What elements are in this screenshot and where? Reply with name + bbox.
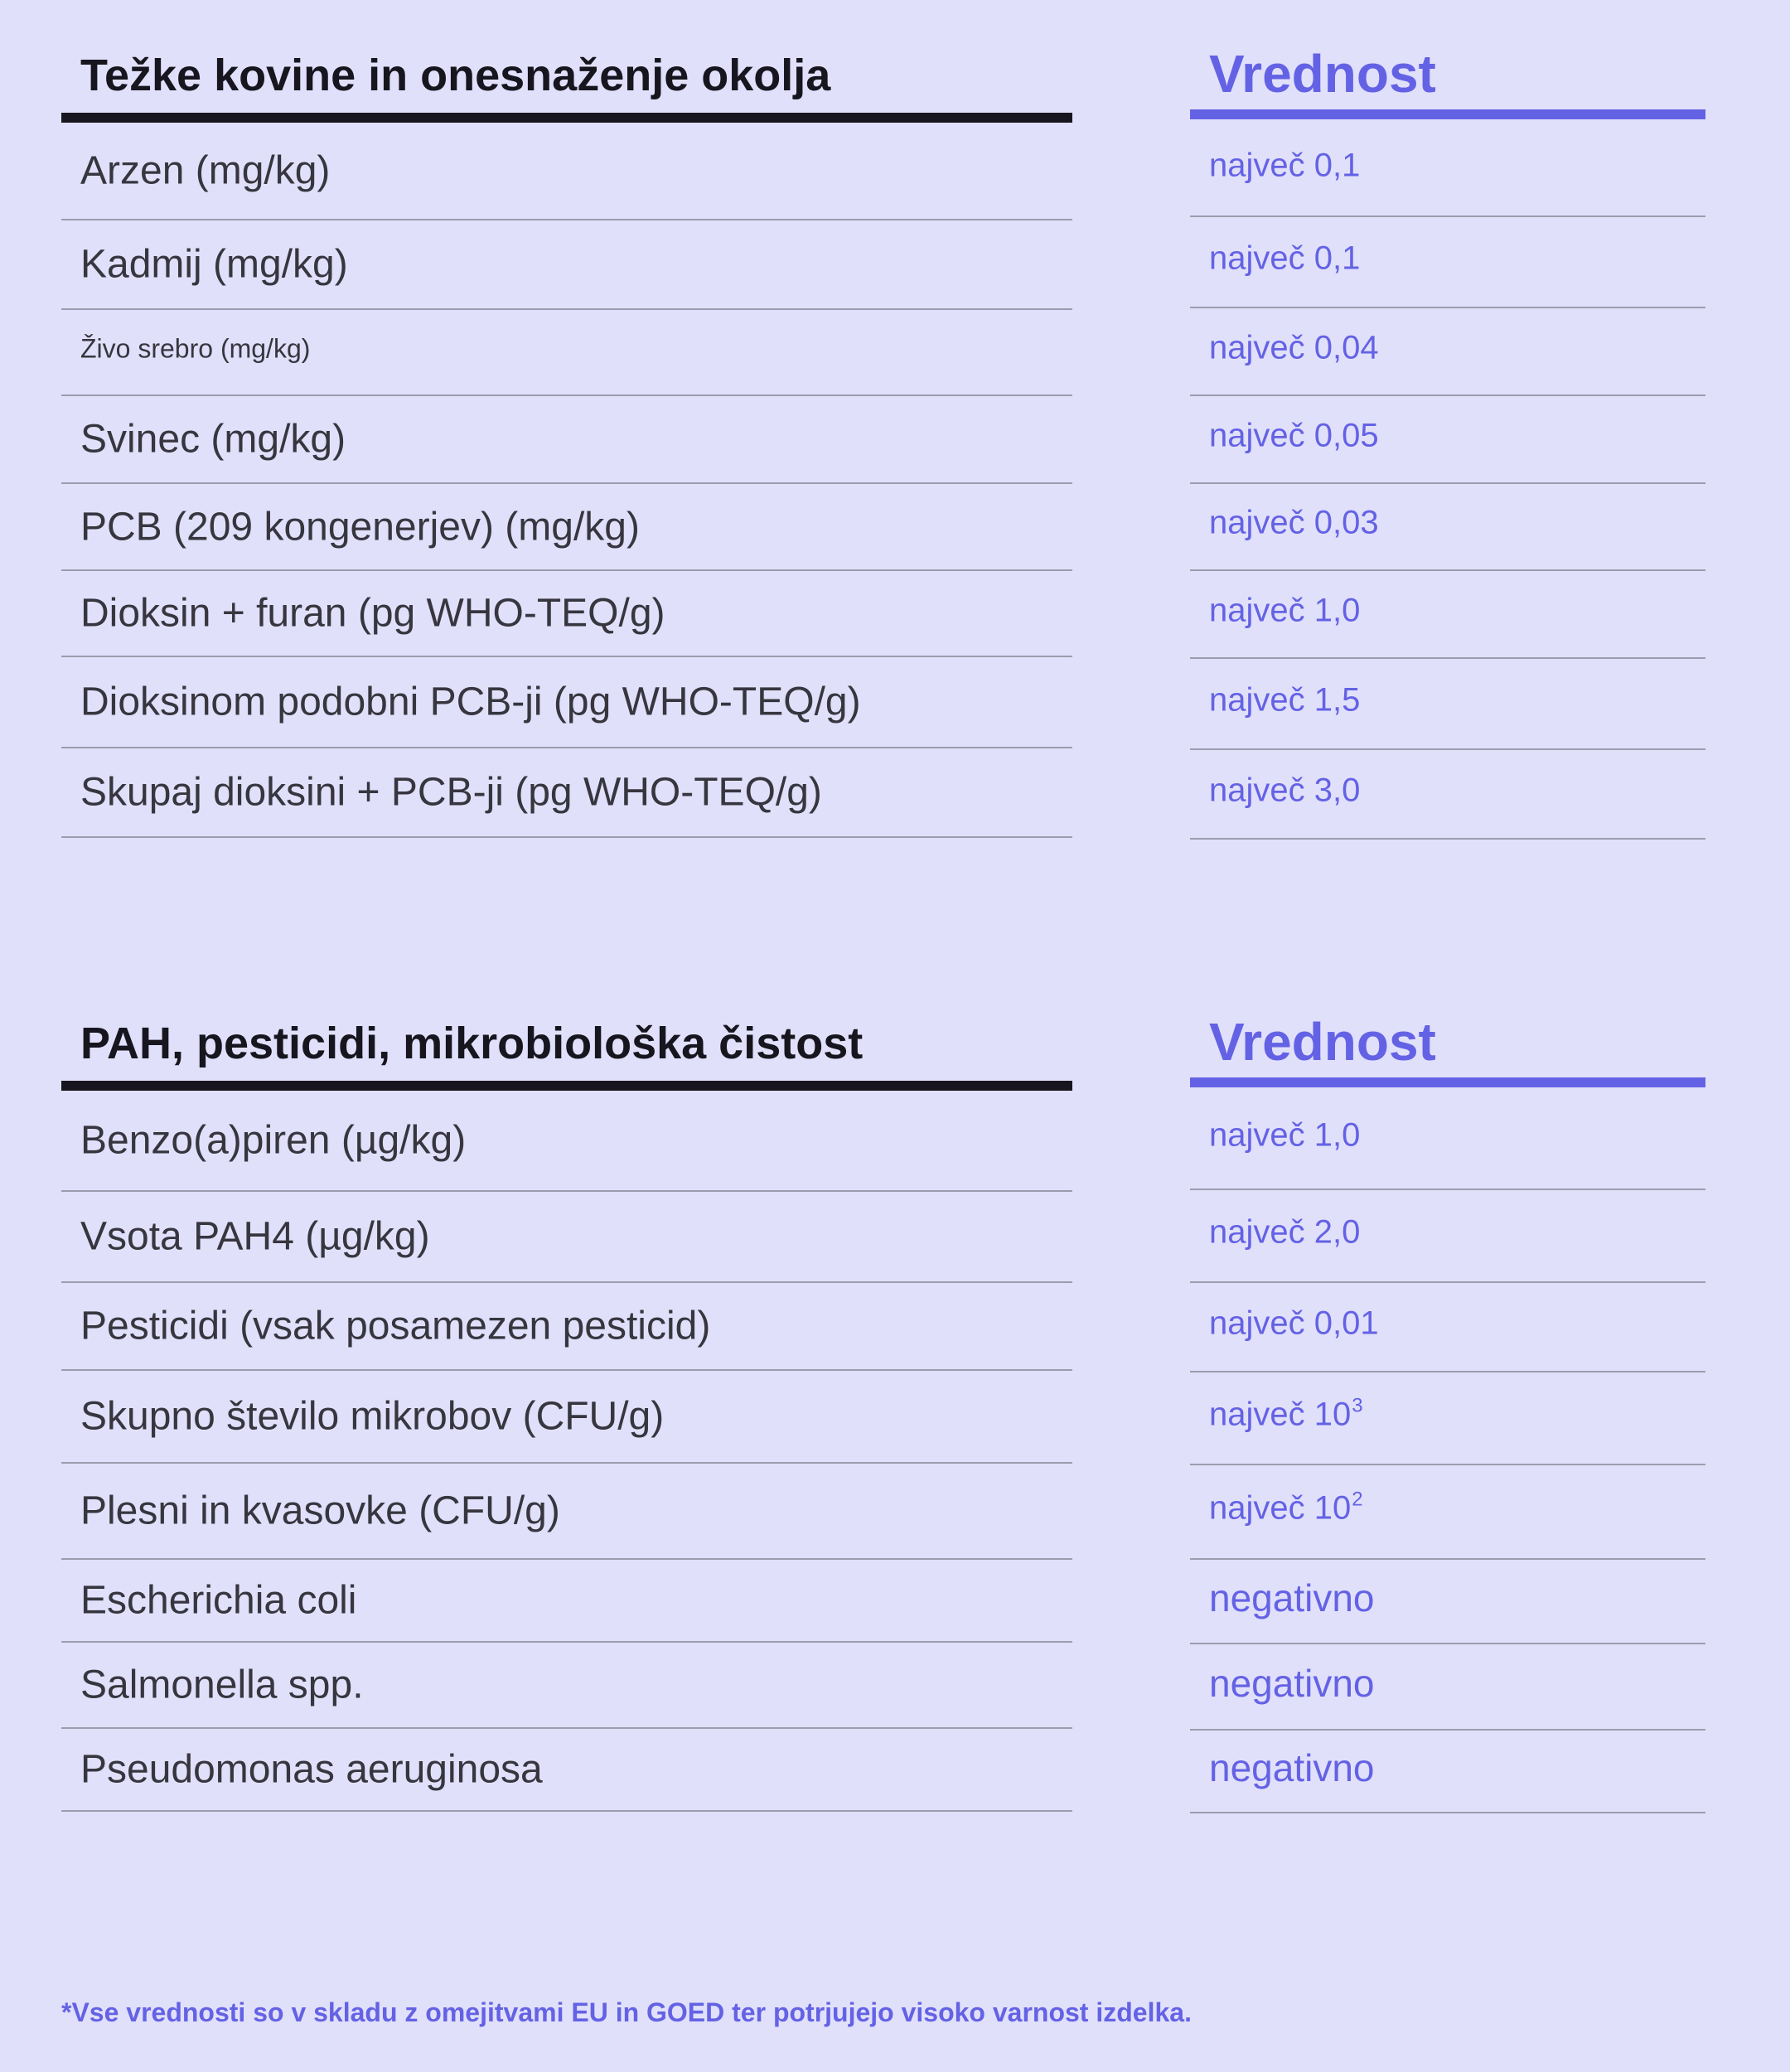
row-value: največ 3,0: [1209, 772, 1361, 809]
table-row: [1190, 484, 1705, 571]
table-row: [61, 1283, 1072, 1371]
table-row: [1190, 659, 1705, 750]
row-label: Kadmij (mg/kg): [80, 242, 348, 287]
table-row: [1190, 396, 1705, 484]
table-row: [61, 1729, 1072, 1812]
row-value: največ 1,0: [1209, 592, 1361, 629]
value-text: največ 10: [1209, 1489, 1352, 1527]
row-label: Vsota PAH4 (µg/kg): [80, 1214, 430, 1259]
section-heading: [61, 0, 1072, 123]
value-exponent: 2: [1352, 1488, 1363, 1511]
table-row: [61, 220, 1072, 310]
table-row: [61, 1371, 1072, 1464]
table-row: [1190, 1091, 1705, 1190]
parameter-column: [61, 0, 1072, 838]
table-row: [1190, 123, 1705, 217]
row-value: največ 1,5: [1209, 681, 1361, 719]
value-heading: [1190, 968, 1705, 1091]
table-row: [61, 1091, 1072, 1192]
value-text: največ 10: [1209, 1396, 1352, 1433]
parameter-column: [61, 968, 1072, 1812]
table-row: [1190, 1731, 1705, 1813]
value-heading: [1190, 0, 1705, 123]
table-row: [1190, 571, 1705, 659]
row-label: Pseudomonas aeruginosa: [80, 1747, 543, 1792]
row-label: PCB (209 kongenerjev) (mg/kg): [80, 505, 640, 549]
row-value: največ 2,0: [1209, 1213, 1361, 1251]
table-row: [1190, 1644, 1705, 1731]
table-row: [1190, 1190, 1705, 1283]
table-row: [61, 396, 1072, 484]
table-row: [1190, 217, 1705, 308]
value-column: [1190, 0, 1705, 840]
row-label: Escherichia coli: [80, 1578, 357, 1623]
table-row: [61, 748, 1072, 838]
row-value: negativno: [1209, 1746, 1375, 1790]
table-row: [1190, 1283, 1705, 1372]
row-value: največ 0,04: [1209, 329, 1379, 366]
row-value: največ 0,1: [1209, 240, 1361, 277]
table-row: [1190, 750, 1705, 840]
value-header-title: Vrednost: [1209, 44, 1436, 104]
row-label: Svinec (mg/kg): [80, 417, 346, 462]
table-row: [1190, 1560, 1705, 1644]
value-exponent: 3: [1352, 1394, 1363, 1417]
row-label: Plesni in kvasovke (CFU/g): [80, 1489, 560, 1533]
footnote: *Vse vrednosti so v skladu z omejitvami EU in GOED ter potrjujejo visoko varnost izdelka.: [61, 1997, 1192, 2027]
heading-divider: [61, 1081, 1072, 1091]
row-value: največ 0,01: [1209, 1305, 1379, 1342]
row-value: negativno: [1209, 1576, 1375, 1619]
row-value: [1209, 1396, 1363, 1433]
table-row: [1190, 308, 1705, 396]
row-label: Skupaj dioksini + PCB-ji (pg WHO-TEQ/g): [80, 770, 822, 815]
table-row: [61, 1464, 1072, 1560]
table-row: [1190, 1465, 1705, 1560]
table-row: [61, 484, 1072, 571]
row-label: Salmonella spp.: [80, 1663, 364, 1707]
row-value: največ 1,0: [1209, 1116, 1361, 1154]
value-heading-divider: [1190, 109, 1705, 119]
table-row: [1190, 1372, 1705, 1465]
value-heading-divider: [1190, 1077, 1705, 1087]
section-title: Težke kovine in onesnaženje okolja: [80, 51, 831, 100]
value-column: [1190, 968, 1705, 1813]
row-label: Dioksinom podobni PCB-ji (pg WHO-TEQ/g): [80, 680, 861, 724]
row-value: največ 0,1: [1209, 147, 1361, 184]
row-label: Pesticidi (vsak posamezen pesticid): [80, 1304, 711, 1348]
value-header-title: Vrednost: [1209, 1012, 1436, 1072]
row-value: največ 0,05: [1209, 417, 1379, 454]
table-row: [61, 1643, 1072, 1729]
section-heading: [61, 968, 1072, 1091]
row-label: Skupno število mikrobov (CFU/g): [80, 1394, 665, 1439]
row-label: Arzen (mg/kg): [80, 148, 331, 193]
row-label: Živo srebro (mg/kg): [80, 333, 311, 364]
row-value: največ 0,03: [1209, 504, 1379, 541]
table-row: [61, 1560, 1072, 1643]
row-label: Dioksin + furan (pg WHO-TEQ/g): [80, 591, 665, 636]
section-title: PAH, pesticidi, mikrobiološka čistost: [80, 1019, 864, 1068]
table-row: [61, 310, 1072, 396]
table-row: [61, 571, 1072, 657]
row-value: [1209, 1489, 1363, 1527]
row-value: negativno: [1209, 1661, 1375, 1705]
table-row: [61, 657, 1072, 748]
row-label: Benzo(a)piren (µg/kg): [80, 1118, 467, 1163]
table-row: [61, 1192, 1072, 1283]
heading-divider: [61, 113, 1072, 123]
table-row: [61, 123, 1072, 220]
